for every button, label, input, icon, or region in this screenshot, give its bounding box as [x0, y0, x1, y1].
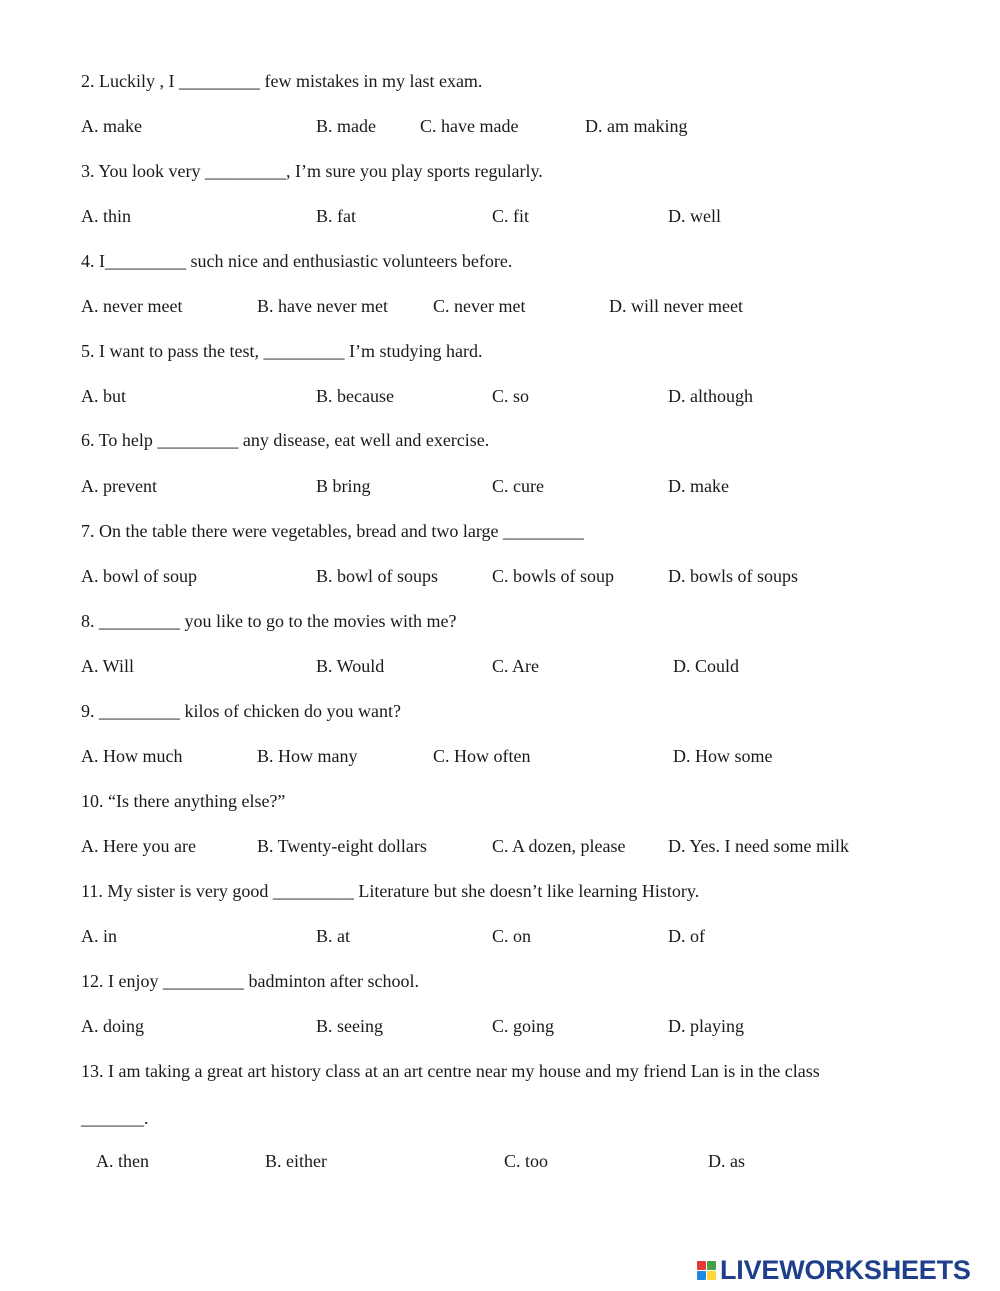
- option-d[interactable]: D. well: [668, 206, 721, 226]
- option-d[interactable]: D. make: [668, 476, 729, 496]
- question-2-options: [0, 114, 1000, 138]
- question-text: 11. My sister is very good _________ Literature but she doesn’t like learning History.: [81, 881, 700, 901]
- option-c[interactable]: C. so: [492, 386, 530, 406]
- option-a[interactable]: A. bowl of soup: [81, 566, 197, 586]
- option-a[interactable]: A. prevent: [81, 476, 157, 496]
- option-d[interactable]: D. Could: [673, 656, 740, 676]
- question-7-prompt: [0, 519, 1000, 543]
- logo-square-red: [697, 1261, 706, 1270]
- option-c[interactable]: C. going: [492, 1016, 555, 1036]
- question-13-prompt-continuation: [0, 1106, 1000, 1130]
- option-b[interactable]: B. either: [265, 1151, 327, 1171]
- option-c[interactable]: C. too: [504, 1151, 549, 1171]
- option-c[interactable]: C. cure: [492, 476, 544, 496]
- answer-blank[interactable]: _______.: [81, 1108, 149, 1128]
- option-a[interactable]: A. never meet: [81, 296, 183, 316]
- option-a[interactable]: A. make: [81, 116, 142, 136]
- logo-square-yellow: [707, 1271, 716, 1280]
- option-b[interactable]: B. have never met: [257, 296, 388, 316]
- question-text: 5. I want to pass the test, _________ I’m studying hard.: [81, 341, 483, 361]
- question-11-options: [0, 924, 1000, 948]
- option-c[interactable]: C. A dozen, please: [492, 836, 626, 856]
- option-a[interactable]: A. thin: [81, 206, 132, 226]
- question-5-options: [0, 384, 1000, 408]
- logo-square-blue: [697, 1271, 706, 1280]
- option-b[interactable]: B. seeing: [316, 1016, 383, 1036]
- option-b[interactable]: B. Twenty-eight dollars: [257, 836, 427, 856]
- option-b[interactable]: B bring: [316, 476, 371, 496]
- question-12-options: [0, 1014, 1000, 1038]
- option-c[interactable]: C. never met: [433, 296, 526, 316]
- question-12-prompt: [0, 969, 1000, 993]
- liveworksheets-brand: [697, 1255, 971, 1285]
- question-7-options: [0, 564, 1000, 588]
- option-b[interactable]: B. because: [316, 386, 394, 406]
- option-a[interactable]: A. doing: [81, 1016, 144, 1036]
- liveworksheets-logo-icon: [697, 1261, 716, 1280]
- question-2-prompt: [0, 69, 1000, 93]
- question-4-options: [0, 294, 1000, 318]
- option-d[interactable]: D. playing: [668, 1016, 744, 1036]
- option-c[interactable]: C. How often: [433, 746, 531, 766]
- logo-square-green: [707, 1261, 716, 1270]
- question-text: 3. You look very _________, I’m sure you play sports regularly.: [81, 161, 543, 181]
- option-b[interactable]: B. bowl of soups: [316, 566, 439, 586]
- option-d[interactable]: D. will never meet: [609, 296, 743, 316]
- question-10-prompt: [0, 789, 1000, 813]
- question-text: 7. On the table there were vegetables, bread and two large _________: [81, 521, 584, 541]
- question-text: 4. I_________ such nice and enthusiastic volunteers before.: [81, 251, 513, 271]
- option-c[interactable]: C. on: [492, 926, 532, 946]
- question-9-options: [0, 744, 1000, 768]
- option-b[interactable]: B. Would: [316, 656, 385, 676]
- option-b[interactable]: B. fat: [316, 206, 356, 226]
- question-8-options: [0, 654, 1000, 678]
- option-b[interactable]: B. made: [316, 116, 376, 136]
- question-4-prompt: [0, 249, 1000, 273]
- option-a[interactable]: A. Here you are: [81, 836, 196, 856]
- question-text: 13. I am taking a great art history class at an art centre near my house and my friend Lan is in the class: [81, 1061, 820, 1081]
- option-d[interactable]: D. bowls of soups: [668, 566, 799, 586]
- question-text: 2. Luckily , I _________ few mistakes in my last exam.: [81, 71, 483, 91]
- option-a[interactable]: A. but: [81, 386, 126, 406]
- question-13-options: [0, 1149, 1000, 1173]
- question-6-prompt: [0, 428, 1000, 452]
- question-3-prompt: [0, 159, 1000, 183]
- option-d[interactable]: D. as: [708, 1151, 745, 1171]
- option-a[interactable]: A. How much: [81, 746, 183, 766]
- question-text: 8. _________ you like to go to the movies with me?: [81, 611, 457, 631]
- option-c[interactable]: C. bowls of soup: [492, 566, 615, 586]
- question-6-options: [0, 474, 1000, 498]
- question-3-options: [0, 204, 1000, 228]
- option-a[interactable]: A. then: [96, 1151, 149, 1171]
- option-b[interactable]: B. at: [316, 926, 350, 946]
- option-c[interactable]: C. have made: [420, 116, 519, 136]
- option-d[interactable]: D. of: [668, 926, 705, 946]
- question-13-prompt: [0, 1059, 1000, 1083]
- question-10-options: [0, 834, 1000, 858]
- question-9-prompt: [0, 699, 1000, 723]
- question-11-prompt: [0, 879, 1000, 903]
- option-b[interactable]: B. How many: [257, 746, 358, 766]
- brand-name: LIVEWORKSHEETS: [720, 1254, 971, 1285]
- option-c[interactable]: C. fit: [492, 206, 530, 226]
- option-a[interactable]: A. Will: [81, 656, 134, 676]
- question-text: 6. To help _________ any disease, eat well and exercise.: [81, 430, 490, 450]
- question-text: 10. “Is there anything else?”: [81, 791, 286, 811]
- question-8-prompt: [0, 609, 1000, 633]
- option-d[interactable]: D. How some: [673, 746, 773, 766]
- option-a[interactable]: A. in: [81, 926, 117, 946]
- option-d[interactable]: D. am making: [585, 116, 688, 136]
- option-d[interactable]: D. although: [668, 386, 753, 406]
- option-d[interactable]: D. Yes. I need some milk: [668, 836, 849, 856]
- question-text: 9. _________ kilos of chicken do you want?: [81, 701, 401, 721]
- question-text: 12. I enjoy _________ badminton after school.: [81, 971, 419, 991]
- option-c[interactable]: C. Are: [492, 656, 539, 676]
- question-5-prompt: [0, 339, 1000, 363]
